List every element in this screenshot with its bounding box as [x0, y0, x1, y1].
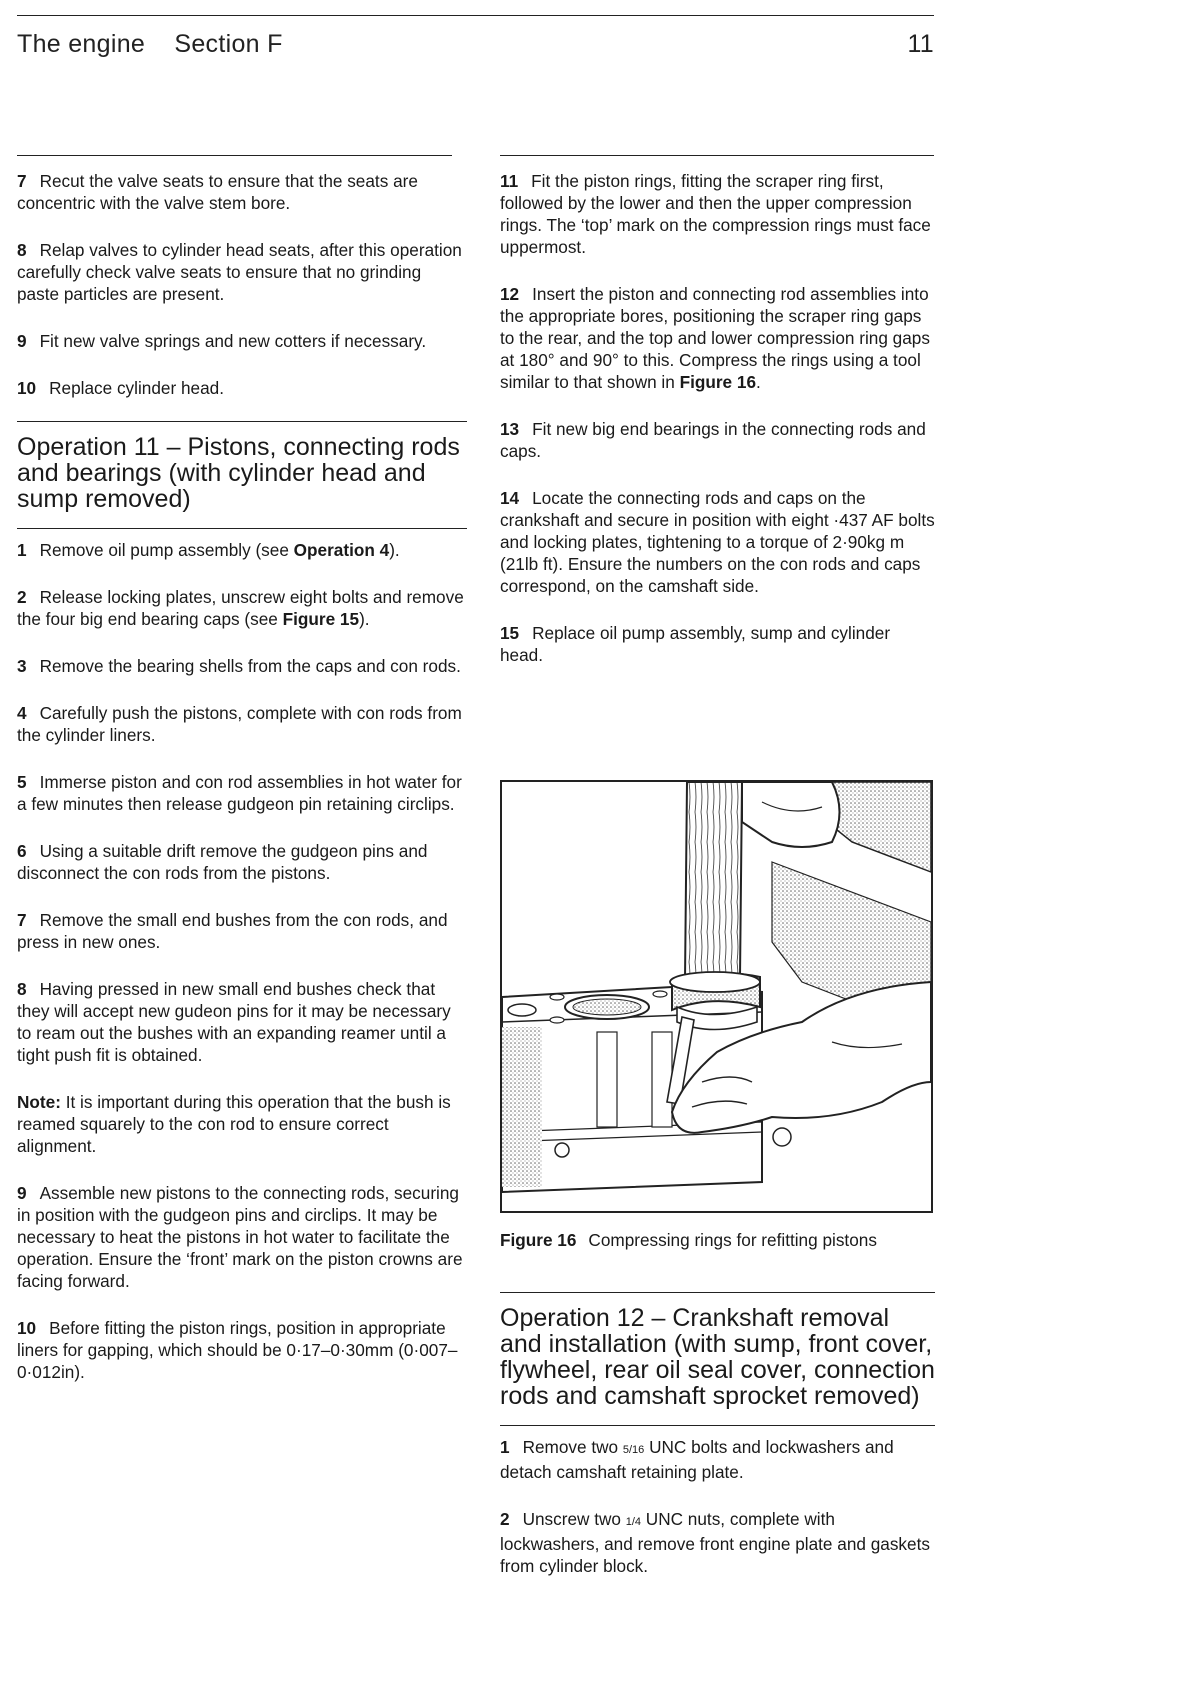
operation-11-title: Operation 11 – Pistons, connecting rods and bearings (with cylinder head and sump removed)	[17, 433, 460, 513]
operation-4-ref: Operation 4	[293, 540, 390, 560]
step-7: 7 Recut the valve seats to ensure that the seats are concentric with the valve stem bore.	[17, 171, 418, 213]
note-label: Note:	[17, 1092, 61, 1112]
op12-rule-top	[500, 1292, 935, 1293]
operation-12-title: Operation 12 – Crankshaft removal and installation (with sump, front cover, flywheel, rear oil seal cover, connection rods and camshaft sprocket removed)	[500, 1304, 935, 1410]
step-10: 10 Replace cylinder head.	[17, 378, 224, 398]
chapter-title: The engine	[17, 30, 146, 58]
figure-15-ref: Figure 15	[282, 609, 360, 629]
op12-rule-bottom	[500, 1425, 935, 1426]
op11-step-2: 2 Release locking plates, unscrew eight bolts and remove the four big end bearing caps (see Figure 15).	[17, 587, 464, 629]
right-column	[500, 170, 935, 691]
operation-12-block	[500, 1292, 935, 1602]
op11-step-11: 11 Fit the piston rings, fitting the scraper ring first, followed by the lower and then the upper compression rings. The ‘top’ mark on the compression rings must face uppermost.	[500, 171, 931, 257]
note: Note: It is important during this operation that the bush is reamed squarely to the con rod to ensure correct alignment.	[17, 1092, 451, 1156]
op11-step-12: 12 Insert the piston and connecting rod assemblies into the appropriate bores, positioning the scraper ring gaps to the rear, and the top and lower compression ring gaps at 180° and 90° to this. Compress the rings using a tool similar to that shown in Figure 16.	[500, 284, 930, 392]
op11-step-4: 4 Carefully push the pistons, complete with con rods from the cylinder liners.	[17, 703, 462, 745]
op11-step-13: 13 Fit new big end bearings in the connecting rods and caps.	[500, 419, 926, 461]
op12-step-2: 2 Unscrew two 1/4 UNC nuts, complete with lockwashers, and remove front engine plate and gaskets from cylinder block.	[500, 1509, 930, 1576]
op11-step-7: 7 Remove the small end bushes from the con rods, and press in new ones.	[17, 910, 448, 952]
running-head	[17, 30, 283, 59]
step-9: 9 Fit new valve springs and new cotters if necessary.	[17, 331, 427, 351]
figure-label: Figure 16	[500, 1230, 577, 1250]
page-number: 11	[907, 30, 934, 58]
header-rule-right	[500, 155, 934, 156]
op11-step-14: 14 Locate the connecting rods and caps on the crankshaft and secure in position with eight ·437 AF bolts and locking plates, tightening to a torque of 2·90kg m (21lb ft). Ensure the numbers on the con rods and caps correspond, on the camshaft side.	[500, 488, 935, 596]
header-rule-left	[17, 155, 452, 156]
op11-step-3: 3 Remove the bearing shells from the caps and con rods.	[17, 656, 461, 676]
figure-16-illustration	[500, 780, 933, 1213]
op11-rule-bottom	[17, 528, 467, 529]
op11-step-6: 6 Using a suitable drift remove the gudgeon pins and disconnect the con rods from the pistons.	[17, 841, 428, 883]
op11-step-15: 15 Replace oil pump assembly, sump and cylinder head.	[500, 623, 891, 665]
op11-rule-top	[17, 421, 467, 422]
bolt-size-fraction: 5/16	[622, 1444, 645, 1456]
op11-step-8: 8 Having pressed in new small end bushes check that they will accept new gudeon pins for it may be necessary to ream out the bushes with an expanding reamer until a tight push fit is obtained.	[17, 979, 451, 1065]
figure-16-caption: Figure 16 Compressing rings for refitting pistons	[500, 1230, 877, 1250]
nut-size-fraction: 1/4	[625, 1516, 642, 1528]
figure-16-ref: Figure 16	[679, 372, 757, 392]
section-label: Section F	[174, 30, 283, 58]
op11-step-10: 10 Before fitting the piston rings, position in appropriate liners for gapping, which should be 0·17–0·30mm (0·007–0·012in).	[17, 1318, 458, 1382]
top-rule	[17, 15, 934, 16]
op11-step-9: 9 Assemble new pistons to the connecting rods, securing in position with the gudgeon pins and circlips. It may be necessary to heat the pistons in hot water to facilitate the operation. Ensure the ‘front’ mark on the piston crowns are facing forward.	[17, 1183, 463, 1291]
op12-step-1: 1 Remove two 5/16 UNC bolts and lockwashers and detach camshaft retaining plate.	[500, 1437, 894, 1482]
op11-step-5: 5 Immerse piston and con rod assemblies in hot water for a few minutes then release gudgeon pin retaining circlips.	[17, 772, 462, 814]
left-column	[17, 170, 467, 1408]
op11-step-1: 1 Remove oil pump assembly (see Operation 4).	[17, 540, 400, 560]
ring-compressor-drawing	[502, 782, 931, 1211]
step-8: 8 Relap valves to cylinder head seats, after this operation carefully check valve seats to ensure that no grinding paste particles are present.	[17, 240, 462, 304]
